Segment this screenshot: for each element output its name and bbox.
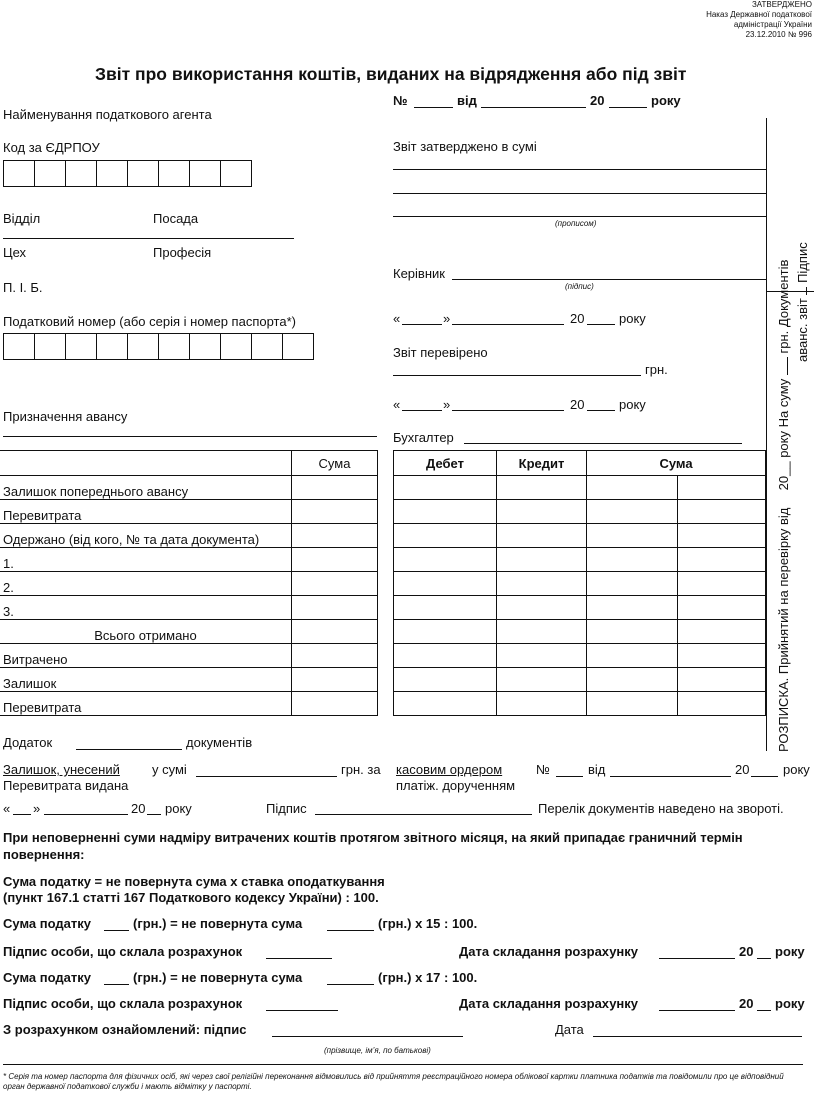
quote-close: » (33, 801, 41, 816)
tax15-amount-field[interactable] (104, 930, 129, 931)
sum-cell[interactable] (587, 620, 678, 644)
checked-year-field[interactable] (587, 410, 615, 411)
year-prefix: 20 (739, 944, 754, 959)
receipt-part: 20 (776, 475, 791, 491)
year-word: року (165, 801, 192, 816)
tax-calc15-a: Сума податку (3, 916, 91, 931)
table-row-label: Одержано (від кого, № та дата документа) (0, 524, 292, 548)
rest-deposited-label: Залишок, унесений (3, 762, 120, 777)
deposited-sum-field[interactable] (196, 776, 337, 777)
credit-cell[interactable] (497, 476, 587, 500)
cash-order-label: касовим ордером (396, 762, 503, 777)
sign1-label: Підпис особи, що склала розрахунок (3, 944, 243, 959)
sum-cell[interactable] (292, 596, 378, 620)
in-sum-label: у сумі (152, 762, 187, 777)
attachment-count-field[interactable] (76, 749, 182, 750)
date1-year-field[interactable] (757, 958, 771, 959)
year-word: року (775, 944, 805, 959)
sum-cell[interactable] (678, 572, 766, 596)
head-signature-field[interactable] (452, 279, 766, 280)
receipt-part: РОЗПИСКА. Прийнятий на перевірку від (776, 507, 791, 752)
separator (3, 238, 294, 239)
date2-year-field[interactable] (757, 1010, 771, 1011)
sum-cell[interactable] (678, 548, 766, 572)
tax-formula-line2: (пункт 167.1 статті 167 Податкового кодексу України) : 100. (3, 890, 379, 905)
approved-month-field[interactable] (452, 324, 564, 325)
profession-label: Професія (153, 245, 212, 260)
checked-label: Звіт перевірено (393, 345, 488, 360)
debit-cell[interactable] (394, 620, 497, 644)
order-no-label: № (536, 762, 550, 777)
date2-field[interactable] (659, 1010, 735, 1011)
quote-close: » (443, 311, 451, 326)
accountant-signature-field[interactable] (464, 443, 742, 444)
date-label: Дата (555, 1022, 584, 1037)
credit-cell[interactable] (497, 644, 587, 668)
credit-cell[interactable] (497, 548, 587, 572)
page-title: Звіт про використання коштів, виданих на відрядження або під звіт (95, 64, 687, 84)
year-word: року (619, 311, 646, 326)
sum-header: Сума (292, 451, 378, 476)
sum-cell[interactable] (292, 572, 378, 596)
quote-close: » (443, 397, 451, 412)
table-row-label: 3. (0, 596, 292, 620)
signature-label: Підпис (266, 801, 307, 816)
quote-open: « (3, 801, 11, 816)
sum-cell[interactable] (292, 476, 378, 500)
tax-calc17-a: Сума податку (3, 970, 91, 985)
tax-calc15-c: (грн.) х 15 : 100. (378, 916, 478, 931)
table-row-label: Витрачено (0, 644, 292, 668)
table-corner (0, 451, 292, 476)
agent-name-label: Найменування податкового агента (3, 107, 212, 122)
tax-calc17-b: (грн.) = не повернута сума (133, 970, 303, 985)
year-prefix: 20 (570, 397, 585, 412)
approval-line: адміністрації України (733, 20, 812, 29)
year-word: року (775, 996, 805, 1011)
credit-cell[interactable] (497, 620, 587, 644)
report-date-field[interactable] (481, 107, 586, 108)
year-field[interactable] (609, 107, 647, 108)
debit-cell[interactable] (394, 500, 497, 524)
order-number-field[interactable] (556, 776, 583, 777)
uah-label: грн. (645, 362, 668, 377)
receipt-part: року На суму (776, 378, 791, 458)
sum-cell[interactable] (587, 524, 678, 548)
department-label: Відділ (3, 211, 41, 226)
credit-cell[interactable] (497, 668, 587, 692)
debit-cell[interactable] (394, 644, 497, 668)
sum-cell[interactable] (292, 548, 378, 572)
receipt-text: РОЗПИСКА. Прийнятий на перевірку від 20__ року На суму грн. Документів (776, 259, 791, 752)
table-row-label: Перевитрата (0, 692, 292, 716)
sum-cell[interactable] (587, 644, 678, 668)
order-date-field[interactable] (610, 776, 731, 777)
approved-sum-line-3[interactable] (393, 216, 766, 217)
accountant-label: Бухгалтер (393, 430, 454, 445)
vertical-divider (766, 118, 767, 291)
head-label: Керівник (393, 266, 445, 281)
debit-header: Дебет (394, 451, 497, 476)
checked-day-field[interactable] (402, 410, 442, 411)
in-words-hint: (прописом) (555, 219, 597, 228)
table-row-label: Залишок попереднього авансу (0, 476, 292, 500)
approval-line: 23.12.2010 № 996 (745, 30, 812, 39)
order-from-label: від (588, 762, 606, 777)
receipt-part: аванс. звіт (795, 298, 810, 362)
edrpou-cells[interactable] (3, 160, 252, 187)
debit-cell[interactable] (394, 548, 497, 572)
attachment-label: Додаток (3, 735, 53, 750)
table-row-label: Всього отримано (0, 620, 292, 644)
approved-sum-line-2[interactable] (393, 193, 766, 194)
date2-label: Дата складання розрахунку (459, 996, 639, 1011)
payment-order-label: платіж. дорученням (396, 778, 516, 793)
approval-line: Наказ Державної податкової (706, 10, 812, 19)
documents-label: документів (186, 735, 253, 750)
sum-cell[interactable] (678, 476, 766, 500)
receipt-text-extra (795, 242, 810, 362)
tax-calc15-b: (грн.) = не повернута сума (133, 916, 303, 931)
credit-cell[interactable] (497, 572, 587, 596)
year-prefix: 20 (590, 93, 605, 108)
year-word: року (651, 93, 681, 108)
sum-cell[interactable] (292, 500, 378, 524)
sum-cell[interactable] (587, 572, 678, 596)
sum-cell[interactable] (587, 668, 678, 692)
table-row-label: 1. (0, 548, 292, 572)
year-word: року (783, 762, 810, 777)
receipt-part: Підпис (795, 242, 810, 283)
credit-header: Кредит (497, 451, 587, 476)
receipt-part: грн. Документів (776, 259, 791, 354)
debit-cell[interactable] (394, 572, 497, 596)
date1-field[interactable] (659, 958, 735, 959)
year-word: року (619, 397, 646, 412)
sum-cell[interactable] (292, 644, 378, 668)
tax-number-label: Податковий номер (або серія і номер паспорта*) (3, 314, 296, 329)
separator (3, 436, 377, 437)
debit-cell[interactable] (394, 524, 497, 548)
signature-field[interactable] (315, 814, 532, 815)
table-row-label: 2. (0, 572, 292, 596)
table-row-label: Перевитрата (0, 500, 292, 524)
report-number-field[interactable] (414, 107, 453, 108)
credit-cell[interactable] (497, 500, 587, 524)
sum-cell[interactable] (678, 620, 766, 644)
report-number-label: № (393, 93, 408, 108)
sign-month-field[interactable] (44, 814, 128, 815)
acquainted-signature-field[interactable] (272, 1036, 463, 1037)
order-year-field[interactable] (751, 776, 778, 777)
report-date-label: від (457, 93, 477, 108)
acquainted-label: З розрахунком ознайомлений: підпис (3, 1022, 247, 1037)
sign2-field[interactable] (266, 1010, 338, 1011)
edrpou-label: Код за ЄДРПОУ (3, 140, 100, 155)
sign2-label: Підпис особи, що склала розрахунок (3, 996, 243, 1011)
sum-cell[interactable] (678, 596, 766, 620)
approved-sum-label: Звіт затверджено в сумі (393, 139, 537, 154)
sum-cell[interactable] (587, 476, 678, 500)
sign-year-field[interactable] (147, 814, 161, 815)
checked-sum-field[interactable] (393, 375, 641, 376)
sum-cell[interactable] (587, 692, 678, 716)
overrun-paid-label: Перевитрата видана (3, 778, 129, 793)
receipt-divider (766, 291, 767, 751)
approval-stamp (706, 0, 812, 40)
approval-line: ЗАТВЕРДЖЕНО (751, 0, 812, 9)
quote-open: « (393, 311, 401, 326)
position-label: Посада (153, 211, 199, 226)
year-prefix: 20 (735, 762, 750, 777)
credit-cell[interactable] (497, 596, 587, 620)
shop-label: Цех (3, 245, 27, 260)
tax-intro: При неповерненні суми надміру витрачених коштів протягом звітного місяця, на який припадає граничний термін повернення: (3, 830, 743, 862)
signature-hint: (підпис) (565, 282, 594, 291)
year-prefix: 20 (739, 996, 754, 1011)
sum-cell[interactable] (678, 644, 766, 668)
tax17-amount-field[interactable] (104, 984, 129, 985)
sum-cell[interactable] (587, 500, 678, 524)
credit-cell[interactable] (497, 692, 587, 716)
uah-for-label: грн. за (341, 762, 381, 777)
sum-cell[interactable] (292, 524, 378, 548)
tax-calc17-c: (грн.) х 17 : 100. (378, 970, 478, 985)
debit-cell[interactable] (394, 692, 497, 716)
date1-label: Дата складання розрахунку (459, 944, 639, 959)
tax-number-cells[interactable] (3, 333, 314, 360)
sum-header: Сума (587, 451, 766, 476)
approved-year-field[interactable] (587, 324, 615, 325)
sum-cell[interactable] (678, 692, 766, 716)
tax-formula-line1: Сума податку = не повернута сума х ставка оподаткування (3, 874, 385, 889)
checked-month-field[interactable] (452, 410, 564, 411)
debit-cell[interactable] (394, 668, 497, 692)
sign-day-field[interactable] (13, 814, 31, 815)
accounting-table (393, 450, 766, 716)
sum-cell[interactable] (587, 596, 678, 620)
footnote-separator (3, 1064, 803, 1065)
debit-cell[interactable] (394, 476, 497, 500)
acquainted-date-field[interactable] (593, 1036, 802, 1037)
pib-hint: (прізвище, ім’я, по батькові) (324, 1046, 431, 1055)
table-row-label: Залишок (0, 668, 292, 692)
approved-sum-line-1[interactable] (393, 169, 766, 170)
sum-cell[interactable] (292, 668, 378, 692)
debit-cell[interactable] (394, 596, 497, 620)
sign1-field[interactable] (266, 958, 332, 959)
quote-open: « (393, 397, 401, 412)
sum-cell[interactable] (292, 620, 378, 644)
advance-table (0, 450, 378, 716)
footnote: * Серія та номер паспорта для фізичних осіб, які через свої релігійні переконання відмовились від прийняття реєстраційного номера облікової картки платника податків та повідомили про це відповідний орган державної податкової служби і мають відмітку у паспорті. (3, 1072, 784, 1091)
approved-day-field[interactable] (402, 324, 442, 325)
sum-cell[interactable] (678, 500, 766, 524)
unreturned17-field[interactable] (327, 984, 374, 985)
sum-cell[interactable] (587, 548, 678, 572)
sum-cell[interactable] (678, 524, 766, 548)
list-note: Перелік документів наведено на звороті. (538, 801, 784, 816)
sum-cell[interactable] (292, 692, 378, 716)
advance-purpose-label: Призначення авансу (3, 409, 128, 424)
year-prefix: 20 (131, 801, 146, 816)
unreturned15-field[interactable] (327, 930, 374, 931)
credit-cell[interactable] (497, 524, 587, 548)
pib-label: П. І. Б. (3, 280, 43, 295)
year-prefix: 20 (570, 311, 585, 326)
sum-cell[interactable] (678, 668, 766, 692)
